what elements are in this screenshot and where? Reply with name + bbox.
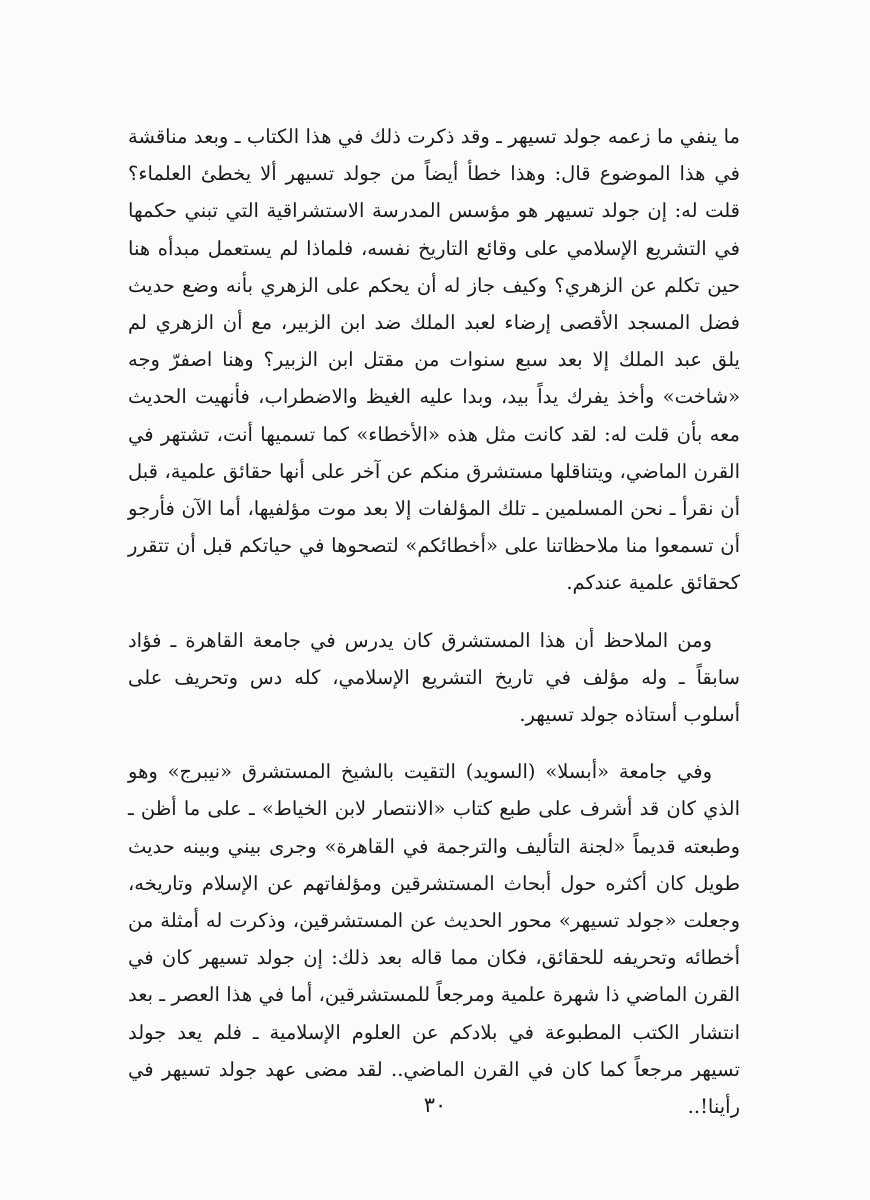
- paragraph-2: ومن الملاحظ أن هذا المستشرق كان يدرس في جامعة القاهرة ـ فؤاد سابقاً ـ وله مؤلف في تاريخ التشريع الإسلامي، كله دس وتحريف على أسلوب أستاذه جولد تسيهر.: [128, 628, 740, 727]
- page-number: ٣٠: [423, 1093, 447, 1117]
- paragraph-3: وفي جامعة «أبسلا» (السويد) التقيت بالشيخ المستشرق «نيبرج» وهو الذي كان قد أشرف على طبع كتاب «الانتصار لابن الخياط» ـ على ما أظن ـ وطبعته قديماً «لجنة التأليف والترجمة في القاهرة» وجرى بيني وبينه حديث طويل كان أكثره حول أبحاث المستشرقين ومؤلفاتهم عن الإسلام وتاريخه، وجعلت «جولد تسيهر» محور الحديث عن المستشرقين، وذكرت له أمثلة من أخطائه وتحريفه للحقائق، فكان مما قاله بعد ذلك: إن جولد تسيهر كان في القرن الماضي ذا شهرة علمية ومرجعاً للمستشرقين، أما في هذا العصر ـ بعد انتشار الكتب المطبوعة في بلادكم عن العلوم الإسلامية ـ فلم يعد جولد تسيهر مرجعاً كما كان في القرن الماضي.. لقد مضى عهد جولد تسيهر في رأينا!..: [128, 760, 740, 1119]
- body-text: [128, 118, 740, 1125]
- paragraph-1: ما ينفي ما زعمه جولد تسيهر ـ وقد ذكرت ذلك في هذا الكتاب ـ وبعد مناقشة في هذا الموضوع قال: وهذا خطأ أيضاً من جولد تسيهر ألا يخطئ العلماء؟ قلت له: إن جولد تسيهر هو مؤسس المدرسة الاستشراقية التي تبني حكمها في التشريع الإسلامي على وقائع التاريخ نفسه، فلماذا لم يستعمل مبدأه هنا حين تكلم عن الزهري؟ وكيف جاز له أن يحكم على الزهري بأنه وضع حديث فضل المسجد الأقصى إرضاء لعبد الملك ضد ابن الزبير، مع أن الزهري لم يلق عبد الملك إلا بعد سبع سنوات من مقتل ابن الزبير؟ وهنا اصفرّ وجه «شاخت» وأخذ يفرك يداً بيد، وبدا عليه الغيظ والاضطراب، فأنهيت الحديث معه بأن قلت له: لقد كانت مثل هذه «الأخطاء» كما تسميها أنت، تشتهر في القرن الماضي، ويتناقلها مستشرق منكم عن آخر على أنها حقائق علمية، قبل أن نقرأ ـ نحن المسلمين ـ تلك المؤلفات إلا بعد موت مؤلفيها، أما الآن فأرجو أن تسمعوا منا ملاحظاتنا على «أخطائكم» لتصحوها في حياتكم قبل أن تتقرر كحقائق علمية عندكم.: [128, 125, 740, 595]
